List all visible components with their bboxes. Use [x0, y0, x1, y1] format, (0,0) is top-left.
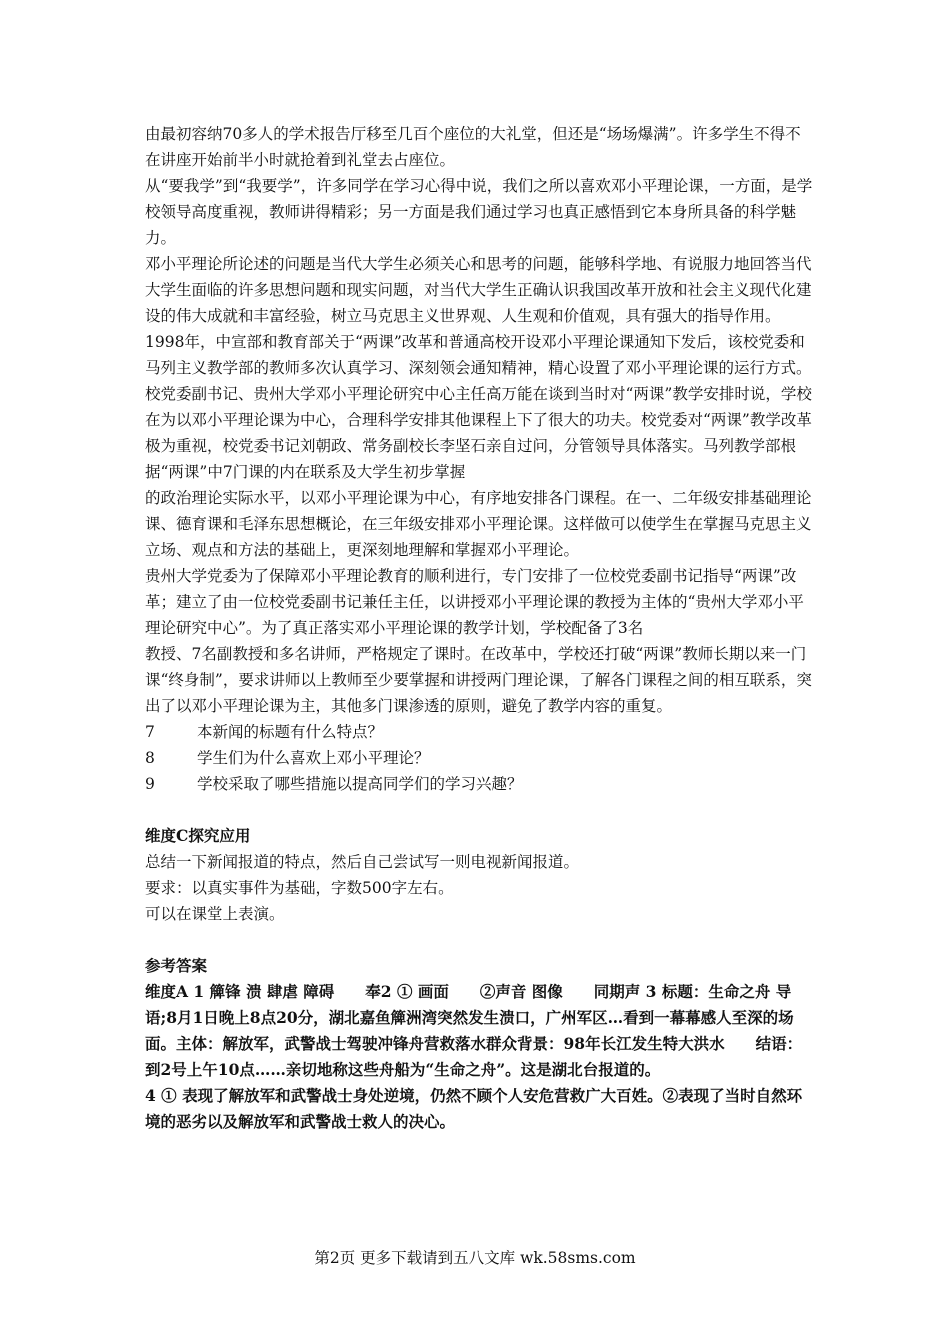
page-footer: 第2页 更多下载请到五八文库 wk.58sms.com	[314, 1249, 636, 1267]
question-number: 9	[145, 775, 155, 793]
paragraph: 的政治理论实际水平，以邓小平理论课为中心，有序地安排各门课程。在一、二年级安排基础理论课、德育课和毛泽东思想概论，在三年级安排邓小平理论课。这样做可以使学生在掌握马克思主义立场、观点和方法的基础上，更深刻地理解和掌握邓小平理论。	[145, 489, 812, 559]
paragraph: 贵州大学党委为了保障邓小平理论教育的顺利进行，专门安排了一位校党委副书记指导“两课”改革；建立了由一位校党委副书记兼任主任，以讲授邓小平理论课的教授为主体的“贵州大学邓小平理论研究中心”。为了真正落实邓小平理论课的教学计划，学校配备了3名	[145, 567, 804, 637]
document-body	[145, 121, 813, 1135]
answers-heading: 参考答案	[145, 956, 208, 975]
paragraph: 教授、7名副教授和多名讲师，严格规定了课时。在改革中，学校还打破“两课”教师长期以来一门课“终身制”，要求讲师以上教师至少要掌握和讲授两门理论课，了解各门课程之间的相互联系，突出了以邓小平理论课为主，其他多门课渗透的原则，避免了教学内容的重复。	[145, 645, 812, 715]
spacer	[145, 927, 813, 953]
question-item	[145, 771, 813, 797]
section-c-line: 可以在课堂上表演。	[145, 905, 285, 923]
question-text: 学生们为什么喜欢上邓小平理论？	[197, 749, 430, 767]
section-c-line: 要求：以真实事件为基础，字数500字左右。	[145, 879, 454, 897]
section-c-line: 总结一下新闻报道的特点，然后自己尝试写一则电视新闻报道。	[145, 853, 580, 871]
paragraph: 1998年，中宣部和教育部关于“两课”改革和普通高校开设邓小平理论课通知下发后，该校党委和马列主义教学部的教师多次认真学习、深刻领会通知精神，精心设置了邓小平理论课的运行方式。校党委副书记、贵州大学邓小平理论研究中心主任高万能在谈到当时对“两课”教学安排时说，学校在为以邓小平理论课为中心，合理科学安排其他课程上下了很大的功夫。校党委对“两课”教学改革极为重视，校党委书记刘朝政、常务副校长李坚石亲自过问，分管领导具体落实。马列教学部根据“两课”中7门课的内在联系及大学生初步掌握	[145, 333, 812, 481]
paragraph: 从“要我学”到“我要学”，许多同学在学习心得中说，我们之所以喜欢邓小平理论课，一方面，是学校领导高度重视，教师讲得精彩；另一方面是我们通过学习也真正感悟到它本身所具备的科学魅力。	[145, 177, 813, 247]
question-number: 7	[145, 723, 155, 741]
answer-paragraph: 4 ① 表现了解放军和武警战士身处逆境，仍然不顾个人安危营救广大百姓。②表现了当时自然环境的恶劣以及解放军和武警战士救人的决心。	[145, 1086, 803, 1131]
answer-paragraph: 维度A 1 簰锋 溃 肆虐 障碍 奉2 ① 画面 ②声音 图像 同期声 3 标题：生命之舟 导语;8月1日晚上8点20分，湖北嘉鱼簰洲湾突然发生溃口，广州军区…看到一幕幕感人至深的场面。主体：解放军，武警战士驾驶冲锋舟营救落水群众背景：98年长江发生特大洪水 结语：到2号上午10点……亲切地称这些舟船为“生命之舟”。这是湖北台报道的。	[145, 982, 803, 1079]
question-item	[145, 719, 813, 745]
paragraph: 由最初容纳70多人的学术报告厅移至几百个座位的大礼堂，但还是“场场爆满”。许多学生不得不在讲座开始前半小时就抢着到礼堂去占座位。	[145, 125, 801, 169]
spacer	[145, 797, 813, 823]
section-c-heading: 维度C探究应用	[145, 826, 251, 845]
paragraph: 邓小平理论所论述的问题是当代大学生必须关心和思考的问题，能够科学地、有说服力地回答当代大学生面临的许多思想问题和现实问题，对当代大学生正确认识我国改革开放和社会主义现代化建设的伟大成就和丰富经验，树立马克思主义世界观、人生观和价值观，具有强大的指导作用。	[145, 255, 812, 325]
question-number: 8	[145, 749, 155, 767]
question-item	[145, 745, 813, 771]
question-text: 本新闻的标题有什么特点？	[197, 723, 384, 741]
question-text: 学校采取了哪些措施以提高同学们的学习兴趣？	[197, 775, 523, 793]
